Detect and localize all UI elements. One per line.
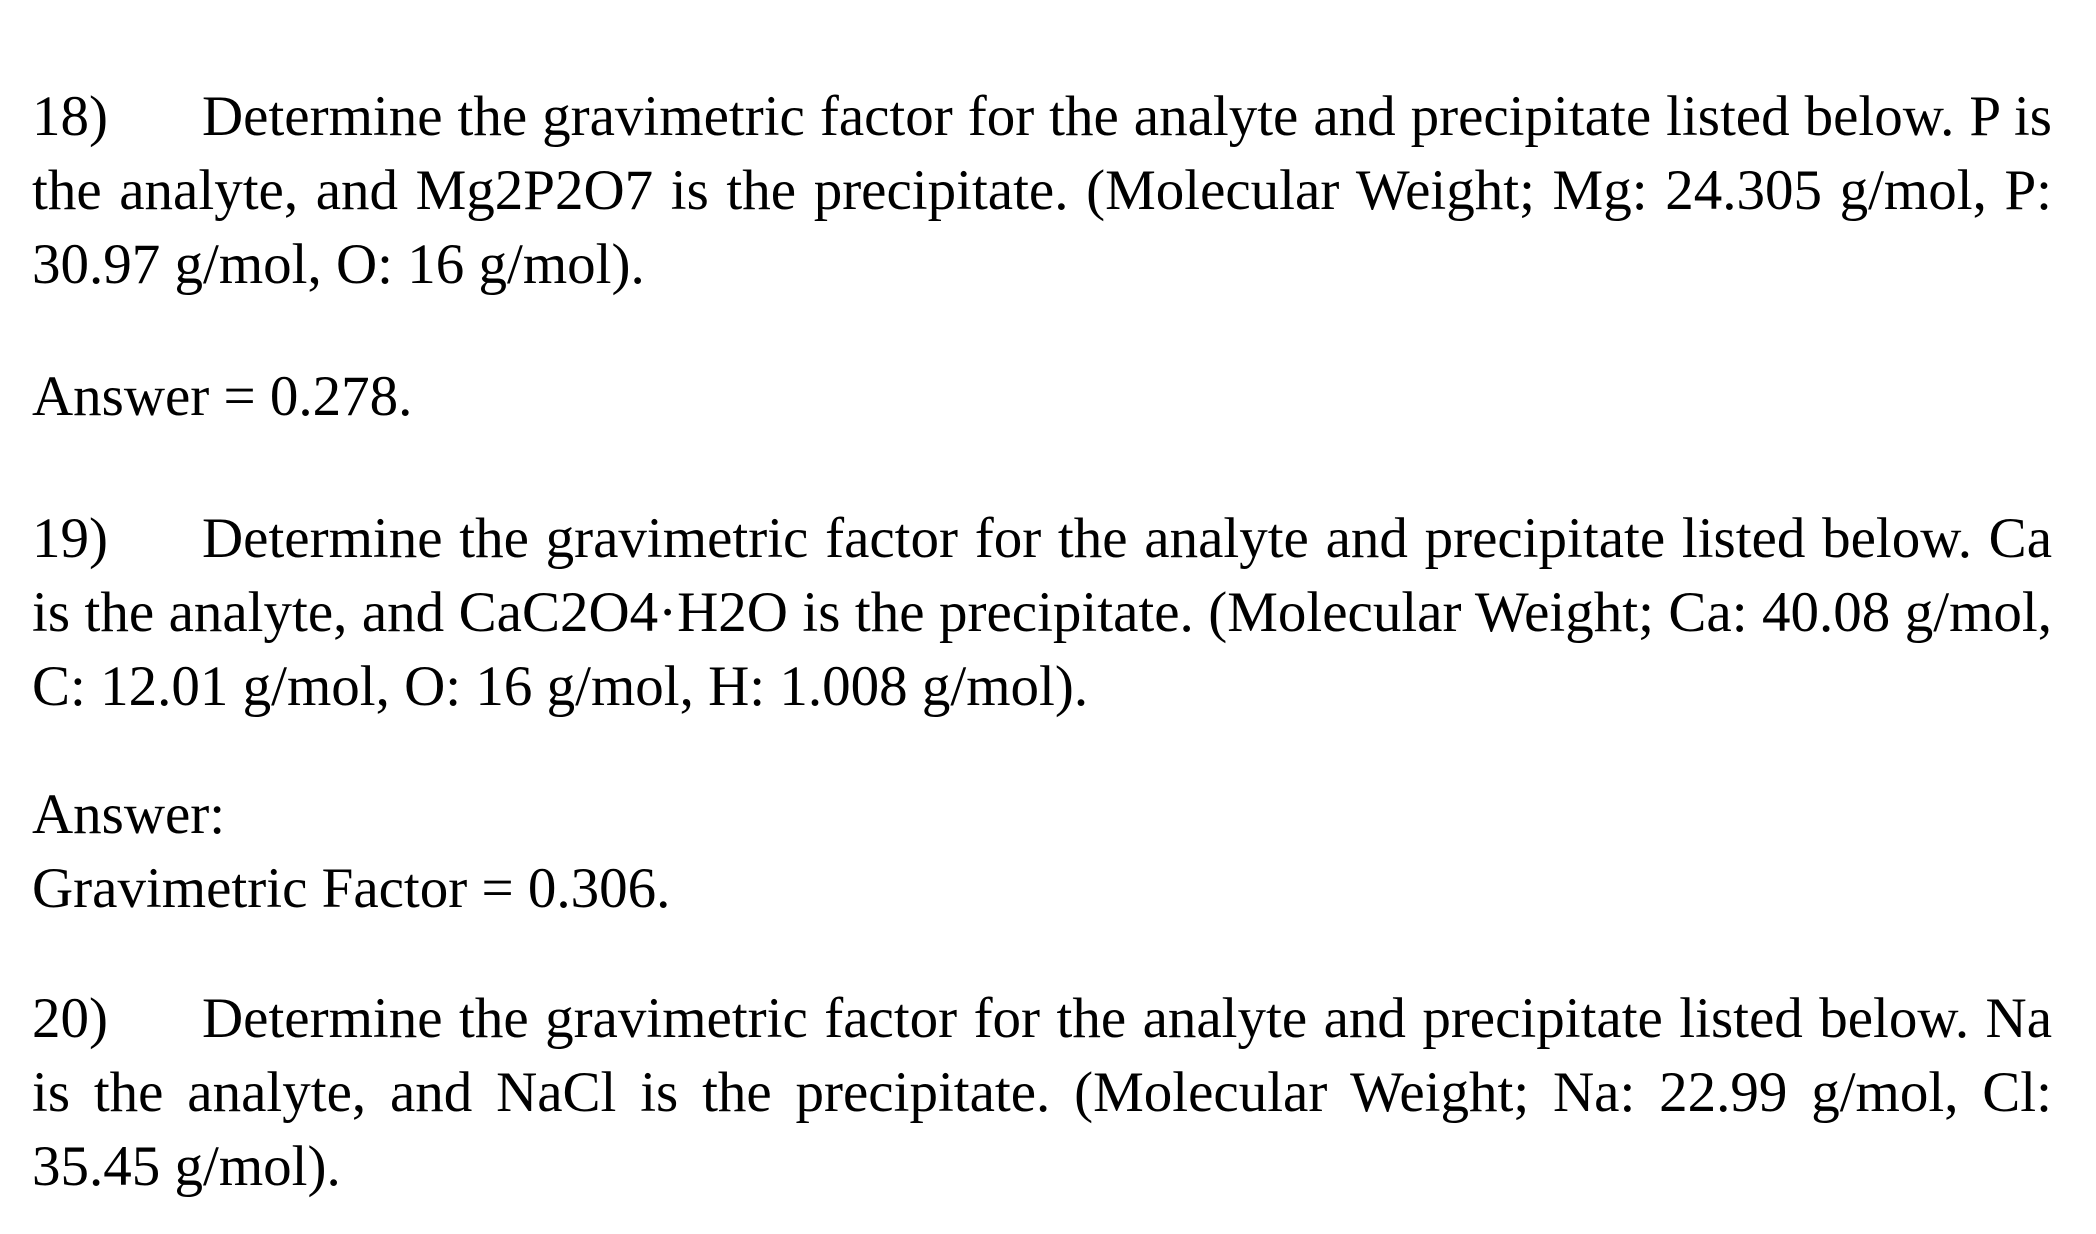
- question-18: [32, 80, 2052, 302]
- answer-line: Gravimetric Factor = 0.306.: [32, 857, 671, 920]
- question-number: 18): [32, 85, 108, 148]
- question-number: 20): [32, 987, 108, 1050]
- question-19: [32, 502, 2052, 724]
- question-text: Determine the gravimetric factor for the analyte and precipitate listed below. Na is the analyte, and NaCl is the precipitate. (Molecular Weight; Na: 22.99 g/mol, Cl: 35.45 g/mol).: [32, 987, 2052, 1198]
- answer-18: [32, 360, 2052, 434]
- question-number: 19): [32, 507, 108, 570]
- answer-line: Answer = 0.278.: [32, 365, 413, 428]
- question-20: [32, 982, 2052, 1204]
- answer-19: [32, 778, 2052, 926]
- question-text: Determine the gravimetric factor for the analyte and precipitate listed below. Ca is the analyte, and CaC2O4·H2O is the precipitate. (Molecular Weight; Ca: 40.08 g/mol, C: 12.01 g/mol, O: 16 g/mol, H: 1.008 g/mol).: [32, 507, 2052, 718]
- question-text: Determine the gravimetric factor for the analyte and precipitate listed below. P is the analyte, and Mg2P2O7 is the precipitate. (Molecular Weight; Mg: 24.305 g/mol, P: 30.97 g/mol, O: 16 g/mol).: [32, 85, 2052, 296]
- answer-label: Answer:: [32, 783, 226, 846]
- document-page: [32, 80, 2052, 1204]
